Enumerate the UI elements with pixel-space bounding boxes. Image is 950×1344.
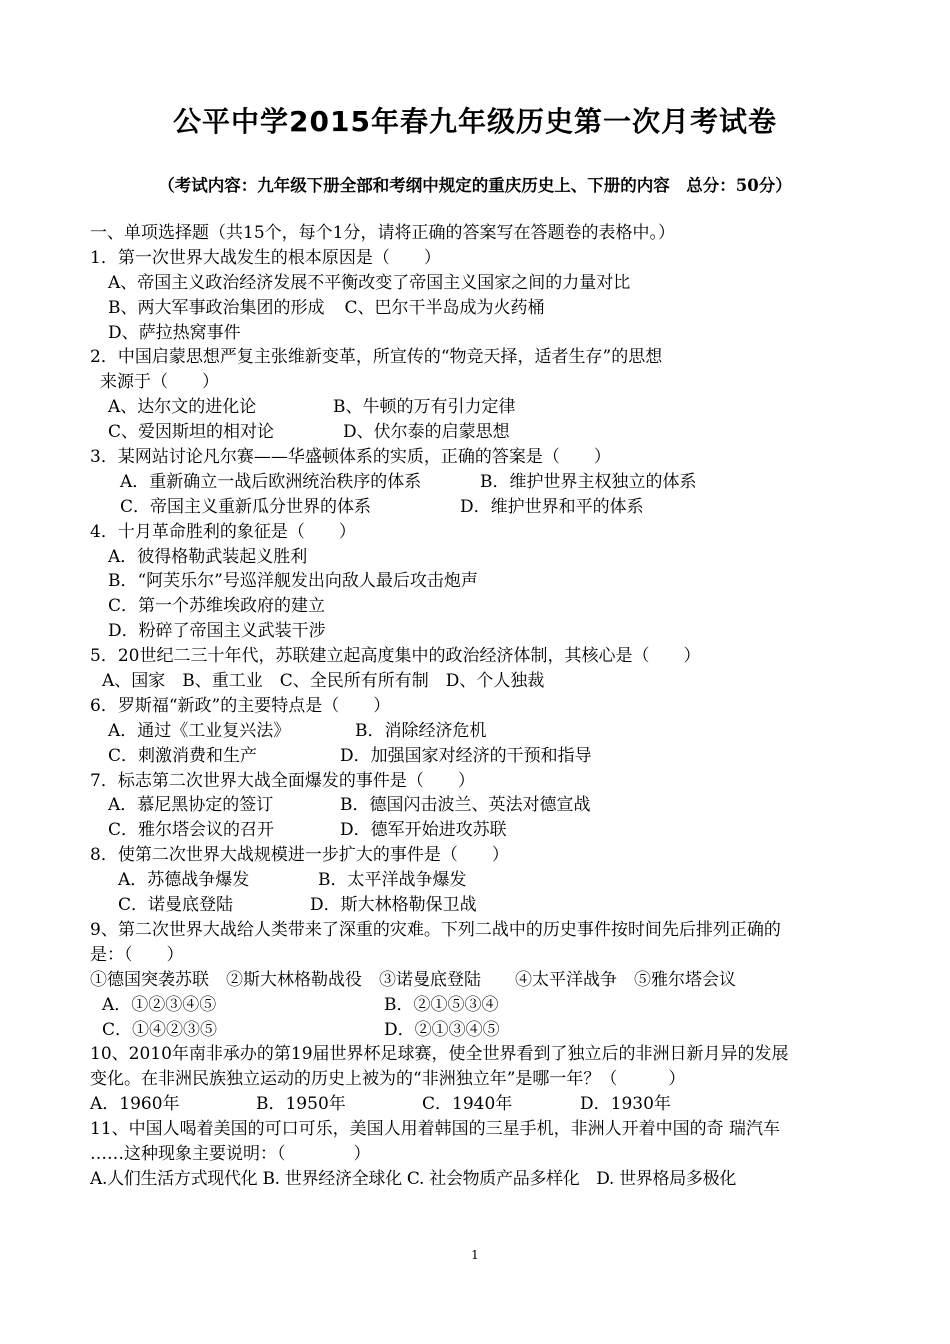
- option-row: [90, 993, 880, 1018]
- option-row: [90, 868, 880, 893]
- option-c: C．①④②③⑤: [102, 1019, 218, 1040]
- option-row: [90, 719, 880, 744]
- question-body: [90, 221, 880, 1192]
- page-number: 1: [471, 1248, 479, 1262]
- option-row: [90, 744, 880, 769]
- option-a: A．彼得格勒武装起义胜利: [108, 546, 308, 567]
- section-heading: 一、单项选择题（共15个，每个1分，请将正确的答案写在答题卷的表格中。）: [90, 223, 675, 243]
- option-row: [90, 1018, 880, 1043]
- option-row: [90, 420, 880, 445]
- option-a: A．重新确立一战后欧洲统治秩序的体系: [120, 471, 422, 492]
- option-c: C、爱因斯坦的相对论: [108, 422, 275, 443]
- option-row: [90, 495, 880, 520]
- option-c: C．诺曼底登陆: [118, 895, 234, 916]
- question-stem-cont: ……这种现象主要说明：（ ）: [90, 1143, 371, 1164]
- option-d: D．德军开始进攻苏联: [340, 820, 507, 841]
- option-d: D．粉碎了帝国主义武装干涉: [108, 621, 326, 642]
- question-stem: 6．罗斯福“新政”的主要特点是（ ）: [90, 695, 391, 716]
- question-stem: 7．标志第二次世界大战全面爆发的事件是（ ）: [90, 770, 475, 791]
- option-c: C．刺激消费和生产: [108, 745, 258, 766]
- question-stem-cont: 来源于（ ）: [100, 372, 219, 393]
- question-stem-cont: 是：（ ）: [90, 944, 184, 965]
- option-a: A．通过《工业复兴法》: [108, 720, 291, 741]
- option-row: [90, 818, 880, 843]
- option-c: C．第一个苏维埃政府的建立: [108, 596, 326, 617]
- option-d: D．维护世界和平的体系: [460, 496, 644, 517]
- question-stem-cont: 变化。在非洲民族独立运动的历史上被为的“非洲独立年”是哪一年？（ ）: [90, 1069, 686, 1090]
- option-b: B．②①⑤③④: [384, 994, 499, 1015]
- question-stem: 10、2010年南非承办的第19届世界杯足球赛，使全世界看到了独立后的非洲日新月异的发展: [90, 1044, 789, 1065]
- option-d: D．②①③④⑤: [384, 1019, 500, 1040]
- option-b: B．“阿芙乐尔”号巡洋舰发出向敌人最后攻击炮声: [108, 571, 478, 592]
- option-row: [90, 893, 880, 918]
- option-row: [90, 793, 880, 818]
- page-title: 公平中学2015年春九年级历史第一次月考试卷: [173, 105, 777, 138]
- option-d: D．斯大林格勒保卫战: [310, 895, 477, 916]
- option-c: C．1940年: [422, 1094, 513, 1115]
- question-stem: 2．中国启蒙思想严复主张维新变革，所宣传的“物竞天择，适者生存”的思想: [90, 347, 663, 368]
- option-a: A．慕尼黑协定的签订: [108, 795, 274, 816]
- question-stem: 3．某网站讨论凡尔赛——华盛顿体系的实质，正确的答案是（ ）: [90, 447, 611, 468]
- option-b: B．德国闪击波兰、英法对德宣战: [340, 795, 591, 816]
- option-row: [90, 395, 880, 420]
- option-a: A．1960年: [90, 1094, 180, 1115]
- option-b: B、两大军事政治集团的形成: [108, 297, 325, 318]
- question-stem: 5．20世纪二三十年代，苏联建立起高度集中的政治经济体制，其核心是（ ）: [90, 646, 701, 667]
- option-d: D．1930年: [580, 1094, 671, 1115]
- option-b: B、牛顿的万有引力定律: [333, 397, 516, 418]
- option-b: B．消除经济危机: [355, 720, 487, 741]
- question-stem: 1．第一次世界大战发生的根本原因是（ ）: [90, 247, 441, 268]
- event-list: ①德国突袭苏联 ②斯大林格勒战役 ③诺曼底登陆 ④太平洋战争 ⑤雅尔塔会议: [90, 969, 736, 990]
- question-stem: 8．使第二次世界大战规模进一步扩大的事件是（ ）: [90, 845, 509, 866]
- option-row: A.人们生活方式现代化 B. 世界经济全球化 C. 社会物质产品多样化 D. 世界格局多极化: [90, 1168, 737, 1189]
- option-a: A、达尔文的进化论: [108, 397, 257, 418]
- option-row: [90, 296, 880, 321]
- option-b: B．1950年: [256, 1094, 346, 1115]
- option-a: A、帝国主义政治经济发展不平衡改变了帝国主义国家之间的力量对比: [108, 272, 631, 293]
- option-d: D、伏尔泰的启蒙思想: [343, 422, 510, 443]
- option-a: A．苏德战争爆发: [118, 870, 250, 891]
- option-c: C、巴尔干半岛成为火药桶: [344, 297, 545, 318]
- option-row: [90, 470, 880, 495]
- option-row: [90, 1092, 880, 1117]
- option-a: A．①②③④⑤: [102, 994, 217, 1015]
- option-d: D、萨拉热窝事件: [108, 322, 241, 343]
- option-b: B．太平洋战争爆发: [318, 870, 467, 891]
- option-d: D．加强国家对经济的干预和指导: [340, 745, 592, 766]
- option-row: A、国家 B、重工业 C、全民所有所有制 D、个人独裁: [102, 671, 545, 692]
- question-stem: 4．十月革命胜利的象征是（ ）: [90, 521, 356, 542]
- option-c: C．帝国主义重新瓜分世界的体系: [120, 496, 372, 517]
- question-stem: 9、第二次世界大战给人类带来了深重的灾难。下列二战中的历史事件按时间先后排列正确的: [90, 919, 781, 940]
- exam-subtitle: （考试内容：九年级下册全部和考纲中规定的重庆历史上、下册的内容 总分：50分）: [158, 176, 792, 195]
- option-b: B．维护世界主权独立的体系: [480, 471, 697, 492]
- option-c: C．雅尔塔会议的召开: [108, 820, 275, 841]
- question-stem: 11、中国人喝着美国的可口可乐，美国人用着韩国的三星手机，非洲人开着中国的奇 瑞汽车: [90, 1119, 781, 1140]
